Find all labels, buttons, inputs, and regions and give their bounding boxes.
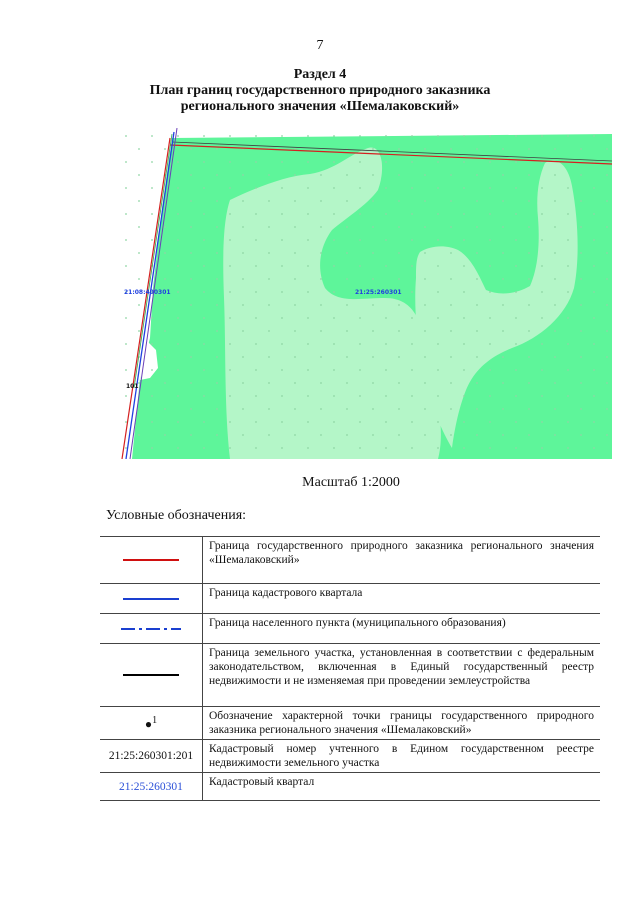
legend-row-reserve-boundary (100, 537, 600, 584)
legend-row-parcel-boundary (100, 644, 600, 707)
map-scale: Масштаб 1:2000 (302, 475, 400, 490)
quarter-label-center: 21:25:260301 (355, 289, 402, 296)
boundary-map (120, 128, 612, 459)
legend-description: Кадастровый номер учтенного в Едином государственном реестре недвижимости земельного участка (203, 740, 601, 773)
legend-title: Условные обозначения: (106, 508, 247, 523)
document-title-line-2: регионального значения «Шемалаковский» (180, 99, 460, 114)
legend-description: Граница населенного пункта (муниципального образования) (203, 614, 601, 644)
section-title: Раздел 4 (293, 67, 347, 82)
legend-description: Граница земельного участка, установленная в соответствии с федеральным законодательством, включенная в Единый государственный реестр недвижимости и не изменяемая при проведении землеустройства (203, 644, 601, 707)
legend-description: Кадастровый квартал (203, 773, 601, 801)
point-label: 101 (126, 383, 139, 390)
legend-row-settlement-boundary (100, 614, 600, 644)
legend-row-characteristic-point (100, 707, 600, 740)
legend-symbol-black-line (100, 644, 203, 707)
legend-symbol-cadastral-quarter: 21:25:260301 (100, 773, 203, 801)
legend-description: Обозначение характерной точки границы государственного природного заказника регионального значения «Шемалаковский» (203, 707, 601, 740)
legend-symbol-blue-line (100, 584, 203, 614)
legend-row-cadastral-quarter (100, 773, 600, 801)
legend-description: Граница государственного природного заказника регионального значения «Шемалаковский» (203, 537, 601, 584)
legend-row-cadastral-number (100, 740, 600, 773)
legend-symbol-red-line (100, 537, 203, 584)
quarter-label-left: 21:08:400301 (124, 289, 171, 296)
legend-table (100, 536, 600, 801)
legend-symbol-dash-dot-line (100, 614, 203, 644)
legend-symbol-cadastral-number: 21:25:260301:201 (100, 740, 203, 773)
document-title-line-1: План границ государственного природного заказника (149, 83, 491, 98)
legend-symbol-point: ●$^1$ (100, 707, 203, 740)
page-number: 7 (316, 38, 324, 53)
legend-description: Граница кадастрового квартала (203, 584, 601, 614)
point-number: 1 (152, 715, 158, 726)
legend-row-quarter-boundary (100, 584, 600, 614)
